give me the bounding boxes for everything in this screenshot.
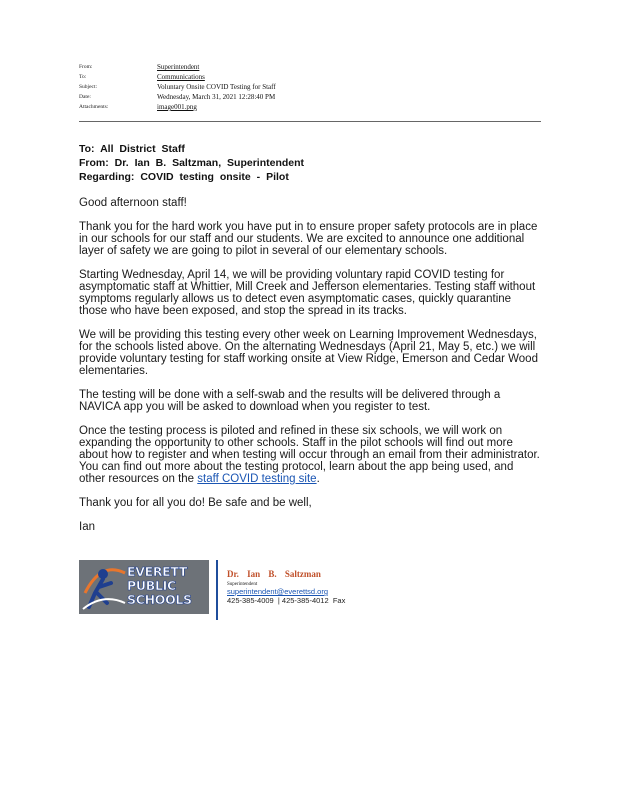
paragraph-1: Thank you for the hard work you have put in to ensure proper safety protocols are in place in our schools for our staff and our students. We are excited to announce one additional layer of safety we are going to pilot in several of our elementary schools. <box>79 221 538 257</box>
paragraph-2: Starting Wednesday, April 14, we will be providing voluntary rapid COVID testing for asymptomatic staff at Whittier, Mill Creek and Jefferson elementaries. Testing staff without symptoms regularly allows us to detect even asymptomatic cases, quickly quarantine those who have been exposed, and stop the spread in its tracks. <box>79 269 536 317</box>
attachment-link[interactable]: image001.png <box>157 103 197 111</box>
logo-line-2: PUBLIC <box>127 578 176 593</box>
subject-value: Voluntary Onsite COVID Testing for Staff <box>157 83 276 91</box>
paragraph-5-end: . <box>316 473 320 485</box>
signature-title: Superintendent <box>227 582 258 587</box>
paragraph-4: The testing will be done with a self-swab and the results will be delivered through a NAVICA app you will be asked to download when you register to test. <box>79 389 501 413</box>
subject-label: Subject: <box>79 84 98 90</box>
greeting: Good afternoon staff! <box>79 197 187 209</box>
signature-details <box>227 569 345 605</box>
memo-from: From: Dr. Ian B. Saltzman, Superintendent <box>79 157 305 169</box>
memo-to: To: All District Staff <box>79 143 185 155</box>
paragraph-3: We will be providing this testing every other week on Learning Improvement Wednesdays, for the schools listed above. On the alternating Wednesdays (April 21, May 5, etc.) we will provide voluntary testing for staff working onsite at View Ridge, Emerson and Cedar Wood elementaries. <box>79 329 538 377</box>
everett-public-schools-logo <box>79 560 209 614</box>
header-to-row <box>79 72 541 82</box>
message-body <box>79 197 541 545</box>
logo-line-1: EVERETT <box>127 564 188 579</box>
header-divider <box>79 121 541 122</box>
to-label: To: <box>79 74 87 80</box>
from-link[interactable]: Superintendent <box>157 63 200 71</box>
header-date-row <box>79 92 541 102</box>
signature-phone: 425-385-4009 <box>227 596 274 605</box>
header-from-row <box>79 62 541 72</box>
email-header <box>79 62 541 112</box>
from-label: From: <box>79 64 93 70</box>
closing: Thank you for all you do! Be safe and be well, <box>79 497 312 509</box>
to-link[interactable]: Communications <box>157 73 205 81</box>
signature-divider <box>216 560 218 620</box>
paragraph-5-text: Once the testing process is piloted and refined in these six schools, we will work on expanding the opportunity to other schools. Staff in the pilot schools will find out more about how to register and when testing will occur through an email from their administrator. You can find out more about the testing protocol, learn about the app being used, and other resources on the <box>79 425 540 485</box>
date-value: Wednesday, March 31, 2021 12:28:40 PM <box>157 93 276 101</box>
signature-phone-line <box>227 596 345 605</box>
signature-email-link[interactable]: superintendent@everettsd.org <box>227 587 329 596</box>
paragraph-5 <box>79 425 541 485</box>
logo-figure-icon <box>81 563 127 613</box>
header-attachments-row <box>79 102 541 112</box>
signoff: Ian <box>79 521 95 533</box>
staff-covid-testing-site-link[interactable]: staff COVID testing site <box>197 473 317 485</box>
attachments-label: Attachments: <box>79 104 109 110</box>
header-subject-row <box>79 82 541 92</box>
memo-regarding: Regarding: COVID testing onsite - Pilot <box>79 171 289 183</box>
memo-block <box>79 142 304 184</box>
signature-email-line <box>227 587 345 596</box>
signature-name: Dr. Ian B. Saltzman <box>227 569 321 579</box>
date-label: Date: <box>79 94 91 100</box>
logo-line-3: SCHOOLS <box>127 592 192 607</box>
signature-fax-number: | 425-385-4012 <box>277 596 329 605</box>
logo-text <box>127 565 192 607</box>
signature-fax-label: Fax <box>332 596 346 605</box>
email-signature <box>79 560 479 620</box>
